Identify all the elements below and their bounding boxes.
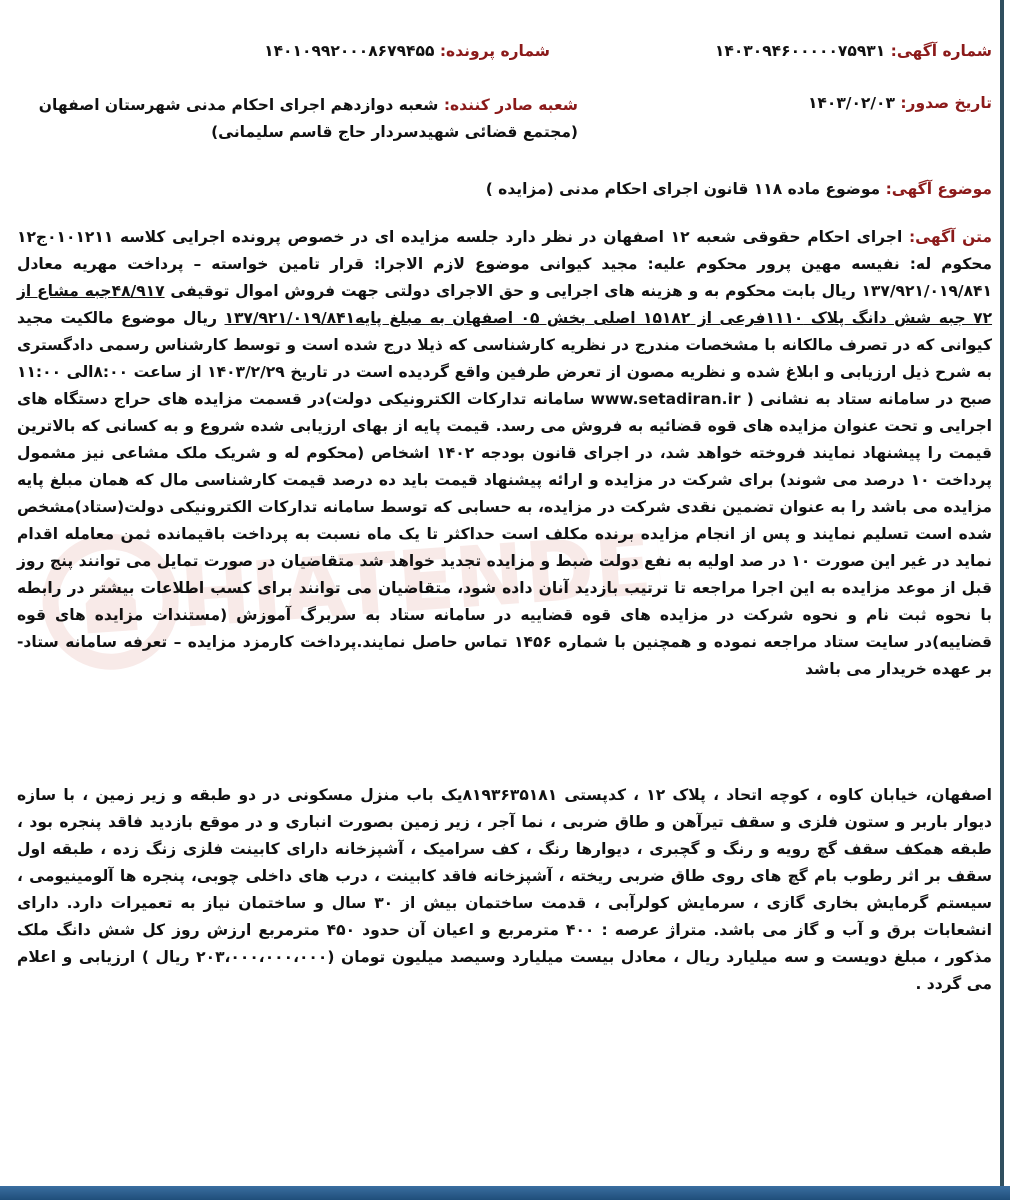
property-description-text: اصفهان، خیابان کاوه ، کوچه اتحاد ، پلاک ۱۲ ، کدپستی ۸۱۹۳۶۳۵۱۸۱یک باب منزل مسکونی در دو طبقه و زیر زمین ، با سازه دیوار باربر و ستون فلزی و سقف تیرآهن و طاق ضربی ، نما آجر ، زیر زمین بصورت انباری و در موقع بازدید فاقد پنجره بود ، طبقه همکف سقف گچ رویه و رنگ و گچبری ، دیوارها رنگ ، کف سرامیک ، آشپزخانه دارای کابینت فلزی زنگ زده ، طبقه اول سقف بر اثر رطوب بام گچ های روی طاق ضربی ریخته ، آشپزخانه فاقد کابینت ، درب های داخلی چوبی، پنجره ها آلومینیومی ، سیستم گرمایش بخاری گازی ، سرمایش کولرآبی ، قدمت ساختمان بیش از ۳۰ سال و ساختمان نیاز به تعمیرات دارد. دارای انشعابات برق و آب و گاز می باشد. متراژ عرصه : ۴۰۰ مترمربع و اعیان آن حدود ۴۵۰ مترمربع ارزش روز کل شش دانگ ملک مذکور ، مبلغ دویست و سه میلیارد ریال ، معادل بیست میلیارد وسیصد میلیون تومان (۲۰۳،۰۰۰،۰۰۰،۰۰۰ ریال ) ارزیابی و اعلام می گردد . [17, 786, 992, 993]
body-text-part1: اجرای احکام حقوقی شعبه ۱۲ اصفهان در نظر دارد جلسه مزایده ای در خصوص پرونده اجرایی کلاسه ۰۱۰۱۲۱۱ج۱۲ محکوم له: نفیسه مهین پرور محکوم علیه: مجید کیوانی موضوع لازم الاجرا: قرار تامین خواسته – پرداخت مهریه معادل ۱۳۷/۹۲۱/۰۱۹/۸۴۱ ریال بابت محکوم به و هزینه های اجرایی و حق الاجرای دولتی جهت فروش اموال توقیفی [17, 228, 992, 300]
subject-label: موضوع آگهی: [885, 180, 992, 198]
issue-date-label: تاریخ صدور: [900, 94, 992, 112]
body-label: متن آگهی: [908, 228, 992, 246]
issuer [18, 92, 578, 146]
notice-subject [486, 180, 992, 198]
subject-value: موضوع ماده ۱۱۸ قانون اجرای احکام مدنی (مزایده ) [485, 180, 881, 198]
case-number-value: ۱۴۰۱۰۹۹۲۰۰۰۸۶۷۹۴۵۵ [264, 42, 435, 60]
notice-body [17, 224, 992, 683]
case-number-label: شماره پرونده: [439, 42, 550, 60]
notice-number [715, 42, 992, 60]
notice-number-label: شماره آگهی: [890, 42, 992, 60]
issue-date [808, 94, 992, 112]
watermark-text: HIATENDER.NET [177, 496, 666, 647]
case-number [264, 42, 550, 60]
issuer-label: شعبه صادر کننده: [443, 96, 578, 114]
issue-date-value: ۱۴۰۳/۰۲/۰۳ [807, 94, 895, 112]
body-text-part2: ریال موضوع مالکیت مجید کیوانی که در تصرف مالکانه با مشخصات مندرج در نظریه کارشناسی که ذیلا درج شده است و توسط کارشناس رسمی دادگستری به شرح ذیل ارزیابی و ابلاغ شده و نظریه مصون از تعرض طرفین واقع گردیده است در تاریخ ۱۴۰۳/۲/۲۹ از ساعت ۸:۰۰الی ۱۱:۰۰ صبح در سامانه ستاد به نشانی ( www.setadiran.ir سامانه تدارکات الکترونیکی دولت)در قسمت مزایده های حراج دستگاه های اجرایی و تحت عنوان مزایده های قوه قضائیه به فروش می رسد. قیمت پایه از بهای ارزیابی شده شروع و به کسانی که بالاترین قیمت را پیشنهاد نمایند فروخته خواهد شد، در اجرای قانون بودجه ۱۴۰۲ اشخاص (محکوم له و شریک ملک مشاعی نیز مشمول پرداخت ۱۰ درصد می شوند) برای شرکت در مزایده و ارائه پیشنهاد قیمت باید ده درصد قیمت کارشناسی مال که همان مبلغ پایه مزایده می باشد را به عنوان تضمین نقدی شرکت در مزایده، به حسابی که توسط سامانه تدارکات الکترونیکی دولت(ستاد)مشخص شده است تسلیم نمایند و پس از انجام مزایده برنده مکلف است حداکثر تا یک ماه نسبت به پرداخت باقیمانده ثمن معامله اقدام نماید در غیر این صورت ۱۰ در صد اولیه به نفع دولت ضبط و مزایده تجدید خواهد شد متقاضیان در صورت تمایل می توانند پنج روز قبل از موعد مزایده به این اجرا مراجعه تا ترتیب بازدید آنان داده شود، متقاضیان می توانند برای کسب اطلاعات بیشتر در رابطه با نحوه ثبت نام و نحوه شرکت در مزایده های قوه قضاییه در سامانه ستاد به سربرگ آموزش (مستندات مزایده های قوه قضاییه)در سایت ستاد مراجعه نموده و همچنین با شماره ۱۴۵۶ تماس حاصل نمایند.پرداخت کارمزد مزایده – تعرفه سامانه ستاد- بر عهده خریدار می باشد [17, 309, 993, 678]
bottom-bar [0, 1186, 1010, 1200]
notice-number-value: ۱۴۰۳۰۹۴۶۰۰۰۰۰۷۵۹۳۱ [714, 42, 886, 60]
property-description [17, 782, 992, 998]
issuer-value: شعبه دوازدهم اجرای احکام مدنی شهرستان اصفهان (مجتمع قضائی شهیدسردار حاج قاسم سلیمانی) [38, 96, 578, 141]
body-text-underlined: ۴۸/۹۱۷جبه مشاع از ۷۲ جبه شش دانگ پلاک ۱۱۱۰فرعی از ۱۵۱۸۲ اصلی بخش ۰۵ اصفهان به مبلغ پایه۱۳۷/۹۲۱/۰۱۹/۸۴۱ [17, 282, 993, 327]
